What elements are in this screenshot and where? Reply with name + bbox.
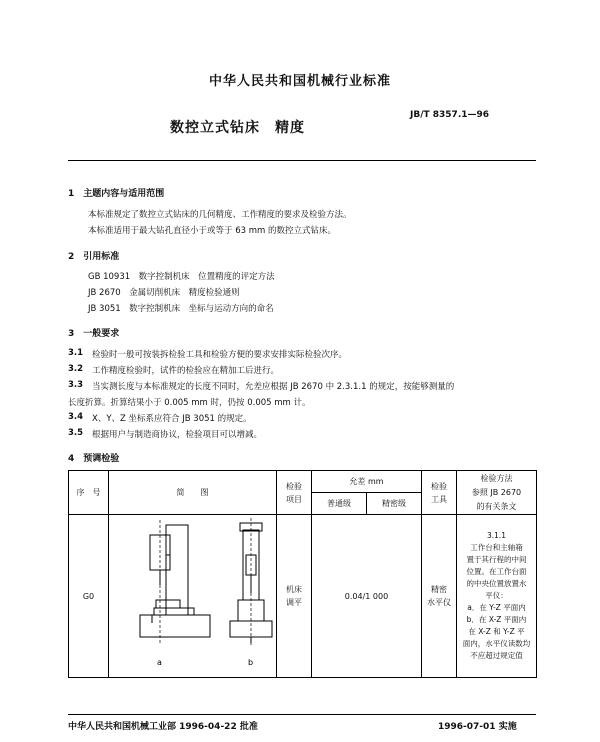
header-normal-grade: 普通级 (312, 493, 367, 515)
clause-number: 3.2 (68, 364, 84, 374)
effective-date: 1996-07-01 实施 (438, 722, 517, 732)
clause-text-continued: 长度折算。折算结果小于 0.005 mm 时，仍按 0.005 mm 计。 (68, 398, 311, 408)
clause-number: 3.4 (68, 412, 84, 422)
clause-text: X、Y、Z 坐标系应符合 JB 3051 的规定。 (92, 414, 252, 424)
figure-label-a: a (156, 658, 162, 667)
header-method: 检验方法 参照 JB 2670 的有关条文 (457, 471, 537, 515)
header-tolerance: 允差 mm (312, 471, 422, 493)
row-diagram (109, 515, 277, 678)
header-rule (68, 160, 536, 161)
header-item: 检验 项目 (277, 471, 312, 515)
footer-rule (68, 714, 536, 715)
method-line: 的中央位置放置水 (466, 579, 527, 588)
clause-number: 3.5 (68, 428, 84, 438)
header-seq: 序 号 (69, 471, 109, 515)
method-line: b．在 X-Z 平面内 (466, 615, 527, 624)
document-title: 数控立式钻床 精度 (170, 120, 305, 136)
clause-number: 3.3 (68, 380, 84, 390)
figure-label-b: b (247, 658, 253, 667)
clause-number: 3.1 (68, 348, 84, 358)
section-2-heading: 2 引用标准 (68, 252, 120, 262)
row-method (457, 515, 537, 678)
inspection-table (68, 470, 537, 678)
reference-gb10931: GB 10931 数字控制机床 位置精度的评定方法 (88, 272, 275, 282)
method-line: 在 X-Z 和 Y-Z 平 (468, 627, 525, 636)
clause-text: 根据用户与制造商协议，检验项目可以增减。 (92, 430, 263, 440)
method-line: 平仪： (485, 591, 508, 600)
org-standard-title: 中华人民共和国机械行业标准 (208, 74, 391, 89)
method-line: 置于其行程的中间 (466, 555, 527, 564)
section-1-paragraph-1: 本标准规定了数控立式钻床的几何精度、工作精度的要求及检验方法。 (88, 210, 352, 220)
header-tool: 检验 工具 (422, 471, 457, 515)
section-1-heading: 1 主题内容与适用范围 (68, 189, 165, 199)
section-3-heading: 3 一般要求 (68, 329, 120, 339)
method-line: 工作台和主轴箱 (470, 543, 523, 552)
method-line: 位置。在工作台面 (466, 567, 527, 576)
section-1-paragraph-2: 本标准适用于最大钻孔直径小于或等于 63 mm 的数控立式钻床。 (88, 226, 336, 236)
clause-text: 工作精度检验时，试件的检验应在精加工后进行。 (92, 366, 280, 376)
reference-jb2670: JB 2670 金属切削机床 精度检验通则 (88, 288, 240, 298)
method-line: a．在 Y-Z 平面内 (467, 603, 526, 612)
method-line: 不应超过规定值 (470, 651, 523, 660)
clause-text: 当实测长度与本标准规定的长度不同时，允差应根据 JB 2670 中 2.3.1.1 的规定，按能够测量的 (92, 382, 455, 392)
row-tool: 精密 水平仪 (422, 515, 457, 678)
method-clause-number: 3.1.1 (486, 531, 507, 540)
row-seq: G0 (69, 515, 109, 678)
reference-jb3051: JB 3051 数字控制机床 坐标与运动方向的命名 (88, 304, 274, 314)
standard-number: JB/T 8357.1—96 (410, 110, 490, 120)
approval-line: 中华人民共和国机械工业部 1996-04-22 批准 (68, 722, 258, 732)
header-diagram: 简 图 (109, 471, 277, 515)
machine-leveling-diagram (110, 515, 276, 675)
row-item: 机床 调平 (277, 515, 312, 678)
clause-text: 检验时一般可按装拆检验工具和检验方便的要求安排实际检验次序。 (92, 350, 348, 360)
section-4-heading: 4 预调检验 (68, 454, 120, 464)
method-line: 面内，水平仪读数均 (462, 639, 531, 648)
header-precision-grade: 精密级 (367, 493, 422, 515)
row-tolerance: 0.04/1 000 (312, 515, 422, 678)
